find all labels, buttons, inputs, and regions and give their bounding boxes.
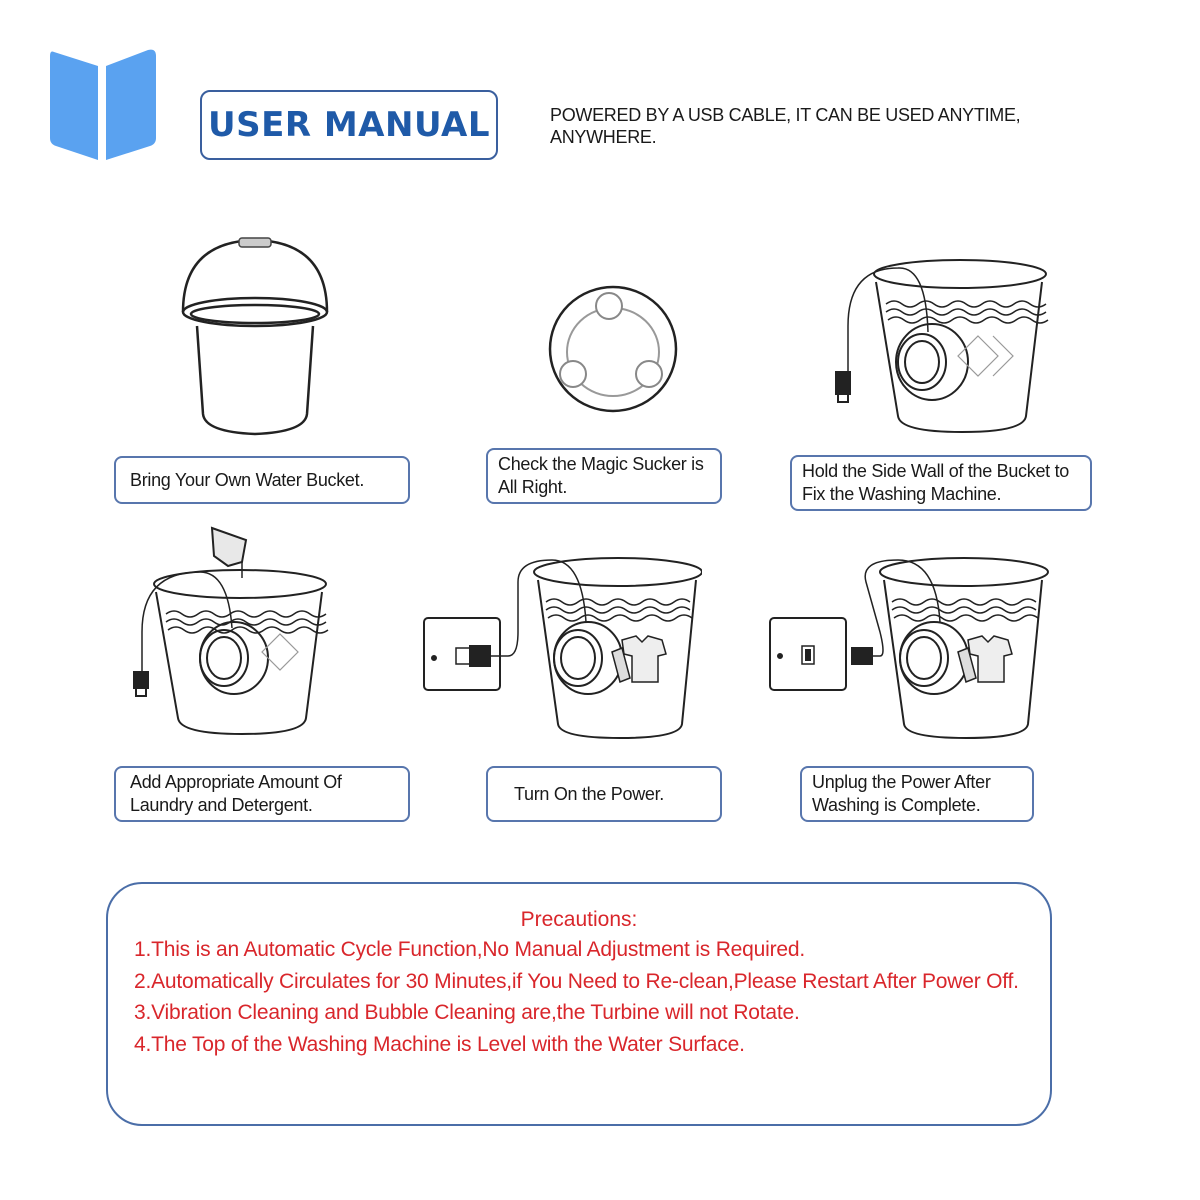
bucket-unplugged-icon xyxy=(768,552,1058,747)
tagline: POWERED BY A USB CABLE, IT CAN BE USED ANYTIME, ANYWHERE. xyxy=(550,105,1021,147)
precautions-title: Precautions: xyxy=(520,908,638,931)
bucket-add-detergent-icon xyxy=(130,522,360,747)
step-3-text: Hold the Side Wall of the Bucket to Fix the Washing Machine. xyxy=(802,461,1069,504)
precaution-item: 2.Automatically Circulates for 30 Minutes,if You Need to Re-clean,Please Restart After Power Off. xyxy=(134,969,1019,993)
step-6-caption xyxy=(800,766,1034,822)
open-book-icon xyxy=(48,46,160,162)
step-4-text: Add Appropriate Amount Of Laundry and Detergent. xyxy=(130,772,342,815)
precaution-item: 1.This is an Automatic Cycle Function,No Manual Adjustment is Required. xyxy=(134,938,805,961)
precautions-box xyxy=(106,882,1052,1126)
bucket-plugged-in-icon xyxy=(422,552,702,747)
empty-bucket-icon xyxy=(175,236,335,446)
bucket-with-washer-icon xyxy=(828,256,1058,441)
page-title: USER MANUAL xyxy=(208,105,490,145)
step-6-text: Unplug the Power After Washing is Complete. xyxy=(812,772,991,815)
step-4-caption xyxy=(114,766,410,822)
magic-sucker-icon xyxy=(545,284,681,419)
step-2-text: Check the Magic Sucker is All Right. xyxy=(498,454,704,497)
precautions-list xyxy=(134,934,1044,1060)
title-box xyxy=(200,90,498,160)
step-3-caption xyxy=(790,455,1092,511)
step-5-text: Turn On the Power. xyxy=(514,783,665,804)
step-5-caption xyxy=(486,766,722,822)
precaution-item: 4.The Top of the Washing Machine is Level with the Water Surface. xyxy=(134,1032,745,1056)
step-2-caption xyxy=(486,448,722,504)
precaution-item: 3.Vibration Cleaning and Bubble Cleaning are,the Turbine will not Rotate. xyxy=(134,1001,800,1024)
step-1-text: Bring Your Own Water Bucket. xyxy=(130,469,365,490)
step-1-caption xyxy=(114,456,410,504)
